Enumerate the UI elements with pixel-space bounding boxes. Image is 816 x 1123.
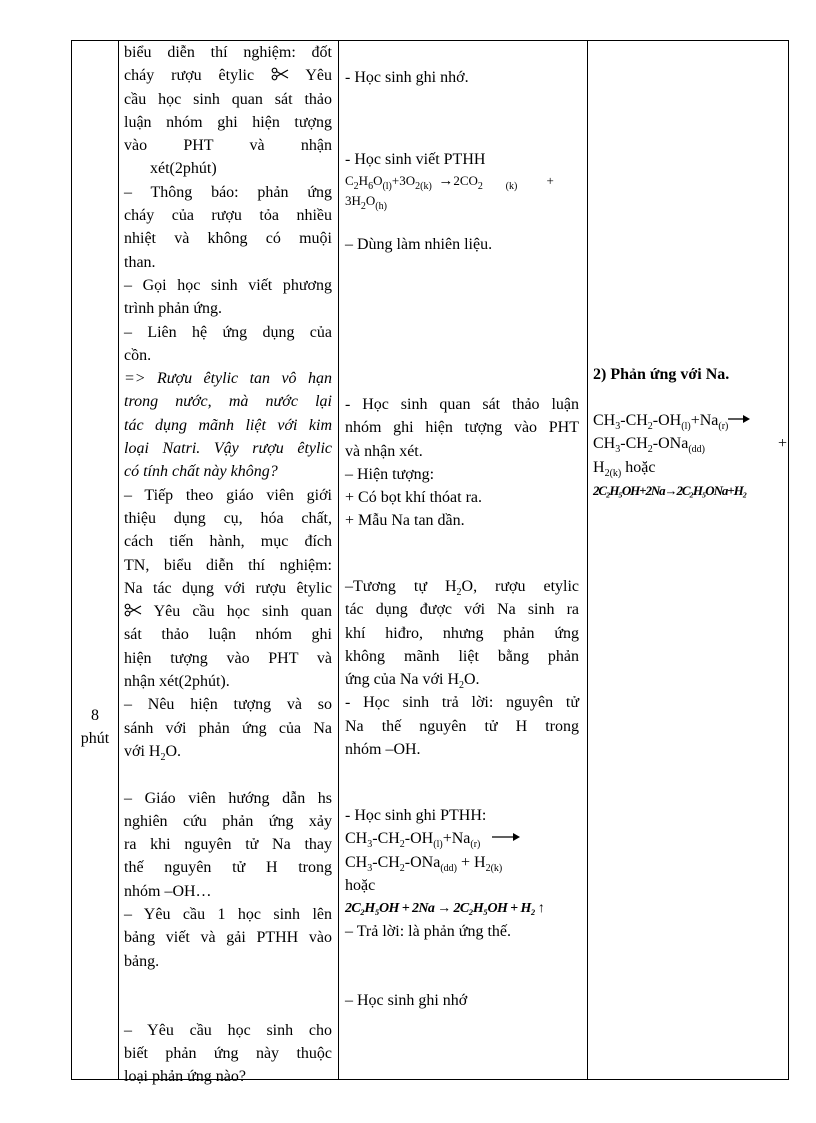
- text-line: => Rượu êtylic tan vô hạn: [124, 370, 332, 388]
- text-line: bảng.: [124, 952, 160, 970]
- text-line: – Nêu hiện tượng và so: [124, 696, 332, 714]
- student-block-na: [345, 393, 579, 533]
- text-line: – Yêu cầu 1 học sinh lên: [124, 905, 332, 923]
- text-line: không mãnh liệt bằng phản: [345, 647, 579, 665]
- scissors-icon: [271, 67, 289, 81]
- student-block-compare: [345, 575, 579, 761]
- text-line: + Có bọt khí thóat ra.: [345, 489, 483, 507]
- text-line: hiện tượng vào PHT và: [124, 649, 332, 667]
- teacher-activity-column: [124, 41, 333, 1086]
- text-line: vào PHT và nhận: [124, 137, 332, 155]
- text-line: nghiên cứu phản ứng xảy: [124, 812, 332, 830]
- text-line: nhóm ghi hiện tượng vào PHT: [345, 419, 579, 437]
- text-line: luận nhóm ghi hiện tượng: [124, 113, 332, 131]
- blank-line: [124, 763, 332, 786]
- arrow-right-icon: [492, 832, 520, 842]
- text-line: có tính chất này không?: [124, 463, 278, 481]
- text-line: - Học sinh ghi nhớ.: [345, 69, 469, 86]
- equation-line: $CH_3-CH_2-OH_{(l)}+Na_{(r)}$: [593, 409, 787, 432]
- text-line: cồn.: [124, 346, 152, 364]
- text-line: Na tác dụng với rượu êtylic: [124, 579, 332, 597]
- blank-line: [124, 973, 332, 1019]
- text-line: cháy rượu êtylic Yêu: [124, 67, 333, 85]
- equation-line: $CH_3-CH_2-ONa_{(dd)}$ +: [593, 435, 787, 456]
- equation-line: $CH_3-CH_2-ONa_{(dd)} + H_{2(k)}$: [345, 853, 503, 874]
- text-line: – Yêu cầu học sinh cho: [124, 1021, 332, 1039]
- lesson-table: [71, 40, 789, 1086]
- text-line: – Gọi học sinh viết phương: [124, 276, 332, 294]
- text-line: Yêu cầu học sinh quan: [124, 600, 332, 623]
- content-equations: [593, 409, 787, 502]
- text-line: - Học sinh quan sát thảo luận: [345, 396, 579, 413]
- student-activity-column: [345, 41, 579, 1079]
- text-line: biết phản ứng này thuộc: [124, 1045, 332, 1063]
- text-line: loại phản ứng nào?: [124, 1068, 246, 1086]
- text-line: sánh với phản ứng của Na: [124, 719, 332, 737]
- text-line: sát thảo luận nhóm ghi: [124, 626, 332, 644]
- text-line: Na thế nguyên tử H trong: [345, 717, 579, 735]
- text-line: bảng viết và gải PTHH vào: [124, 929, 332, 947]
- text-line: với $H_2O$.: [124, 742, 182, 763]
- text-line: nhận xét(2phút).: [124, 673, 230, 691]
- text-line: - Học sinh trả lời: nguyên tử: [345, 694, 579, 712]
- text-line: hoặc: [345, 876, 376, 894]
- text-line: thế nguyên tử H trong: [124, 859, 332, 877]
- text-line: nhóm –OH…: [124, 882, 212, 900]
- text-line: – Dùng làm nhiên liệu.: [345, 236, 493, 253]
- equation-line: 2C₂H₅OH + 2Na → 2C₂H₅OH + H₂ ↑: [345, 901, 545, 917]
- text-line: nhóm –OH.: [345, 741, 421, 759]
- arrow-right-icon: [728, 414, 750, 424]
- text-line: cháy của rượu tỏa nhiều: [124, 207, 332, 225]
- text-line: loại Natri. Vậy rượu êtylic: [124, 440, 332, 458]
- text-line: – Học sinh ghi nhớ: [345, 992, 468, 1009]
- text-line: – Giáo viên hướng dẫn hs: [124, 789, 332, 807]
- text-line: tác dụng mãnh liệt với kim: [124, 416, 332, 434]
- text-line: biểu diễn thí nghiệm: đốt: [124, 44, 332, 61]
- equation-line: $CH_3-CH_2-OH_{(l)}+Na_{(r)}$: [345, 827, 579, 850]
- section-heading: 2) Phản ứng với Na.: [593, 366, 730, 383]
- text-line: TN, biểu diễn thí nghiệm:: [124, 556, 332, 574]
- text-line: tác dụng được với Na sinh ra: [345, 601, 579, 619]
- text-line: –Tương tự $H_2O$, rượu etylic: [345, 578, 579, 598]
- text-line: – Liên hệ ứng dụng của: [124, 323, 332, 341]
- text-line: cách tiến hành, mục đích: [124, 533, 332, 551]
- student-block-equation: [345, 804, 579, 944]
- column-divider: [118, 41, 119, 1079]
- equation-line: $H_{2(k)}$ hoặc: [593, 458, 656, 479]
- text-line: – Tiếp theo giáo viên giới: [124, 486, 332, 504]
- text-line: - Học sinh viết PTHH: [345, 151, 486, 168]
- column-divider: [587, 41, 588, 1079]
- combustion-equation: $C_2H_6O_{(l)}+3O_{2(k)} \to 2CO_2$ $_{(k)}$ + $3H_2O_{(h)}$: [345, 173, 554, 212]
- scissors-icon: [124, 603, 142, 617]
- text-line: xét(2phút): [150, 160, 217, 178]
- text-line: – Hiện tượng:: [345, 465, 435, 483]
- text-line: nhiệt và không có muội: [124, 230, 332, 248]
- text-line: trình phản ứng.: [124, 300, 222, 318]
- text-line: than.: [124, 253, 156, 271]
- text-line: – Thông báo: phản ứng: [124, 183, 332, 201]
- column-divider: [338, 41, 339, 1079]
- text-line: thiệu dụng cụ, hóa chất,: [124, 509, 332, 527]
- text-line: khí hiđro, nhưng phản ứng: [345, 624, 579, 642]
- text-line: và nhận xét.: [345, 442, 423, 460]
- text-line: trong nước, mà nước lại: [124, 393, 332, 411]
- text-line: - Học sinh ghi PTHH:: [345, 807, 487, 824]
- text-line: ứng của Na với $H_2O$.: [345, 671, 480, 692]
- equation-line: 2C₂H₅OH+2Na→2C₂H₅ONa+H₂: [593, 482, 747, 498]
- text-line: ra khi nguyên tử Na thay: [124, 836, 332, 854]
- text-line: cầu học sinh quan sát thảo: [124, 90, 332, 108]
- text-line: – Trả lời: là phản ứng thế.: [345, 923, 512, 941]
- text-line: + Mẫu Na tan dần.: [345, 512, 465, 530]
- content-column: [593, 41, 787, 1079]
- time-cell: 8 phút: [80, 707, 110, 747]
